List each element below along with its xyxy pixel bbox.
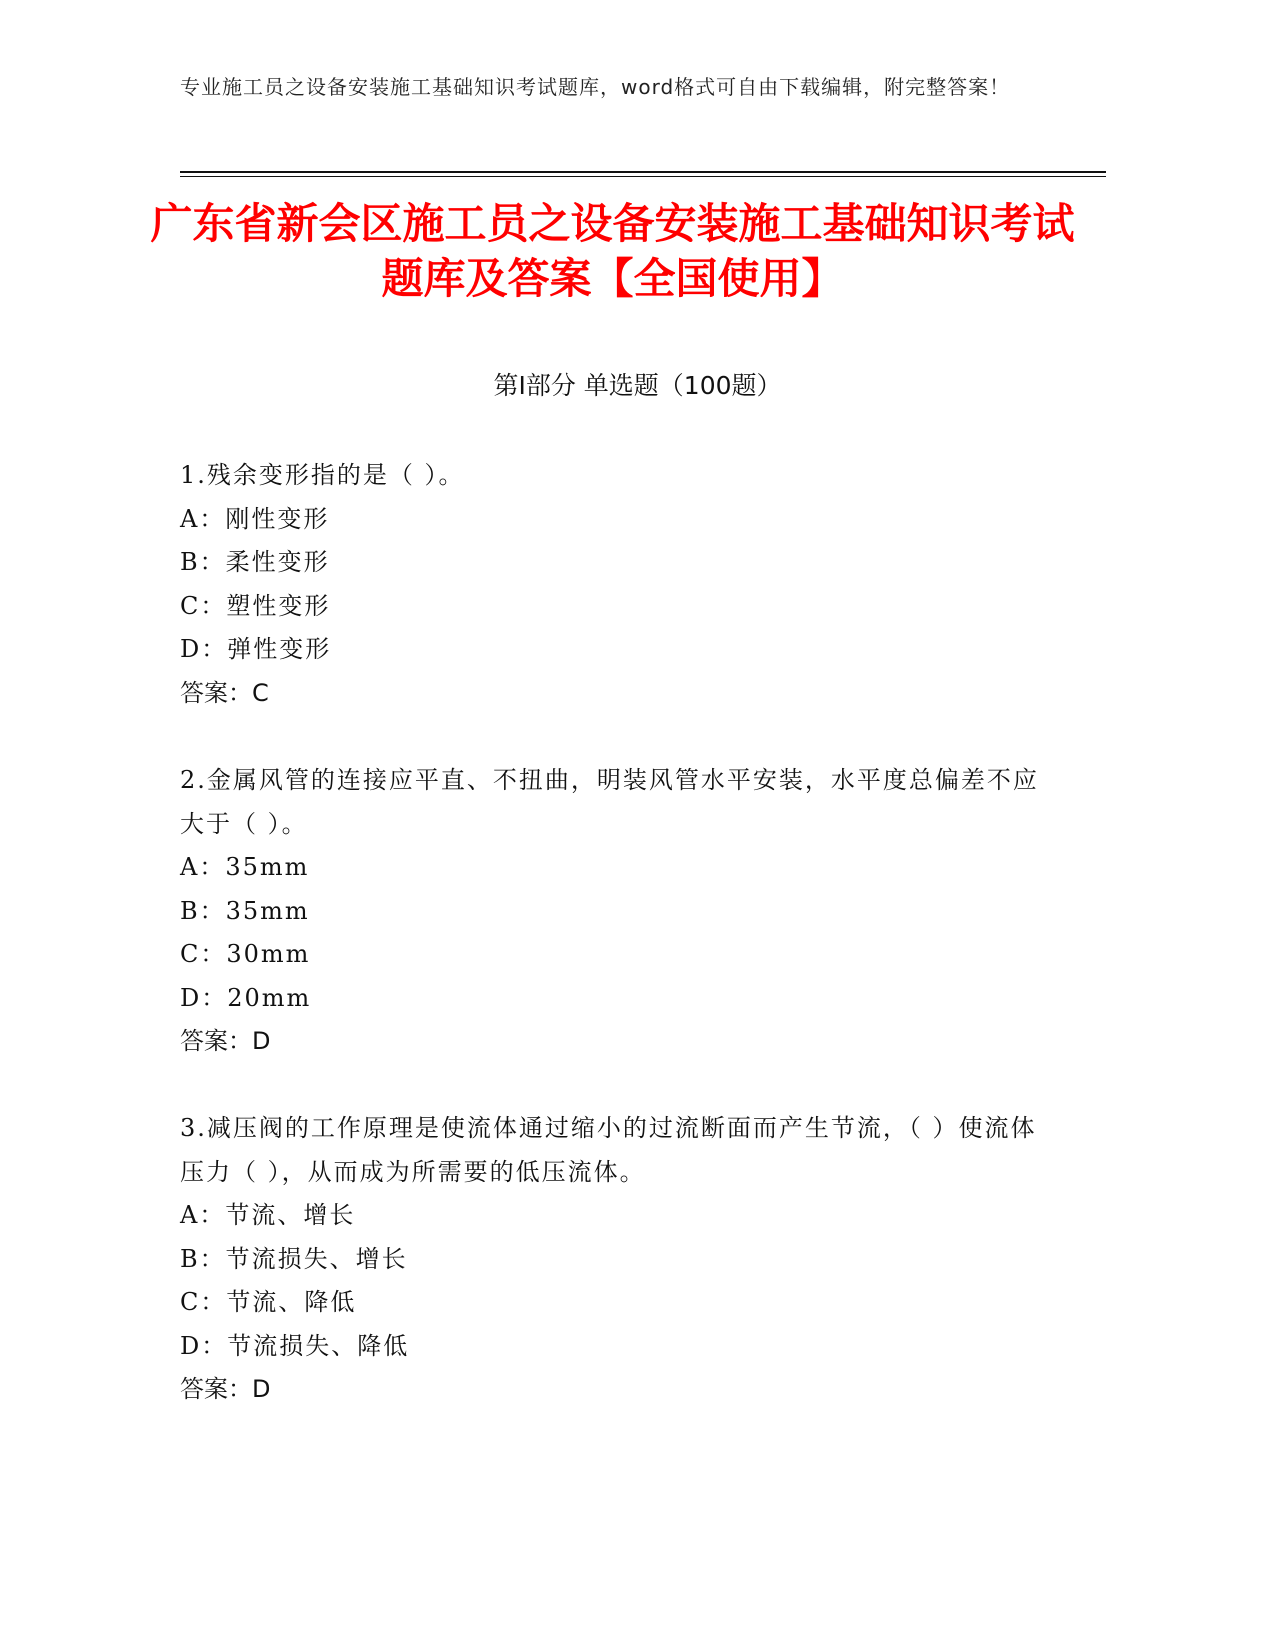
option-a: A：刚性变形 (180, 504, 330, 533)
header-divider-thin (180, 176, 1106, 177)
option-b: B：35mm (180, 896, 310, 925)
option-b: B：节流损失、增长 (180, 1244, 408, 1273)
question-1 (180, 454, 1040, 715)
question-2 (180, 759, 1040, 1064)
question-stem: 1.残余变形指的是（ ）。 (180, 461, 465, 489)
option-c: C：节流、降低 (180, 1288, 357, 1316)
option-d: D：弹性变形 (180, 635, 332, 663)
option-c: C：30mm (180, 940, 311, 968)
question-stem: 3.减压阀的工作原理是使流体通过缩小的过流断面而产生节流，（ ）使流体压力（ ），从而成为所需要的低压流体。 (180, 1114, 1037, 1186)
option-b: B：柔性变形 (180, 548, 330, 576)
question-stem: 2.金属风管的连接应平直、不扭曲，明装风管水平安装，水平度总偏差不应大于（ ）。 (180, 766, 1039, 838)
option-c: C：塑性变形 (180, 591, 331, 620)
option-a: A：35mm (180, 853, 310, 881)
question-3 (180, 1107, 1040, 1412)
header-divider-thick (180, 171, 1106, 173)
header-note: 专业施工员之设备安装施工基础知识考试题库，word格式可自由下载编辑，附完整答案！ (180, 75, 1011, 99)
answer: 答案：D (180, 1027, 271, 1055)
document-title: 广东省新会区施工员之设备安装施工基础知识考试题库及答案【全国使用】 (150, 199, 1075, 303)
option-d: D：节流损失、降低 (180, 1331, 410, 1360)
option-a: A：节流、增长 (180, 1201, 356, 1229)
section-heading: 第Ⅰ部分 单选题（100题） (493, 371, 782, 400)
option-d: D：20mm (180, 983, 312, 1012)
answer: 答案：D (180, 1375, 271, 1403)
answer: 答案：C (180, 678, 269, 707)
